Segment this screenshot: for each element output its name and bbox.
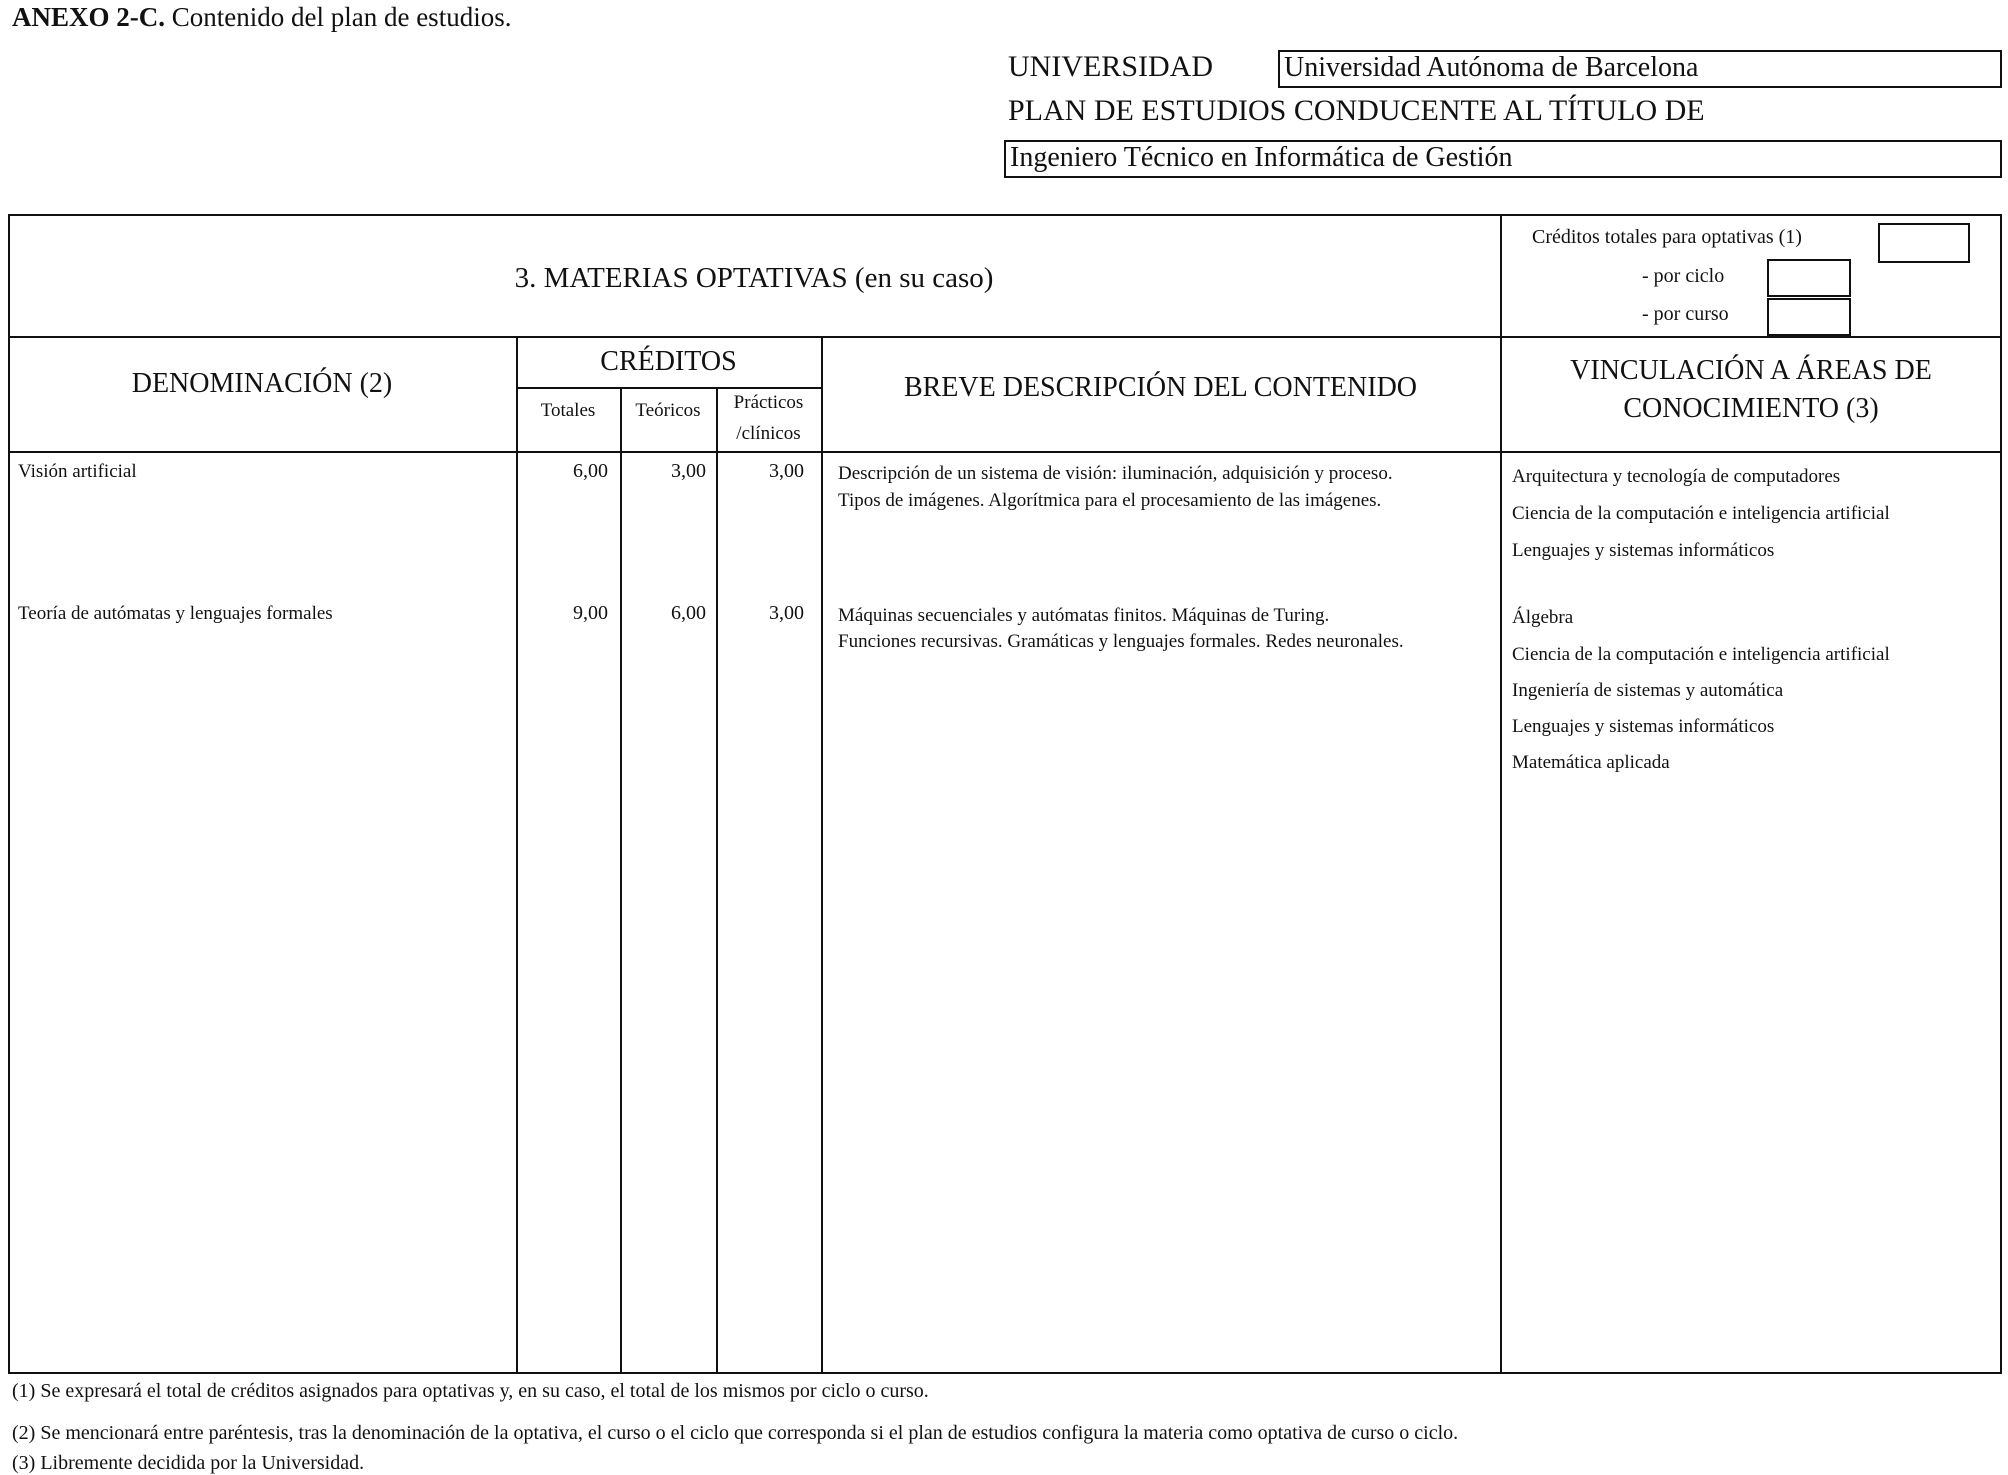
descripcion-divider bbox=[821, 336, 823, 1374]
credits-total-box bbox=[1878, 223, 1970, 263]
row-2-area-5: Matemática aplicada bbox=[1512, 752, 1670, 773]
row-2-area-2: Ciencia de la computación e inteligencia artificial bbox=[1512, 644, 1890, 665]
totales-divider bbox=[620, 387, 622, 1374]
col-totales: Totales bbox=[540, 400, 596, 421]
section-divider bbox=[8, 336, 2002, 338]
header-divider bbox=[8, 451, 2002, 453]
university-field: Universidad Autónoma de Barcelona bbox=[1278, 50, 2002, 88]
col-vinculacion-2: CONOCIMIENTO (3) bbox=[1623, 393, 1879, 424]
row-1-totales: 6,00 bbox=[573, 460, 608, 482]
annex-title-text: Contenido del plan de estudios. bbox=[171, 2, 512, 32]
per-course-label: - por curso bbox=[1642, 303, 1729, 325]
row-2-area-1: Álgebra bbox=[1512, 607, 1574, 628]
teoricos-divider bbox=[716, 387, 718, 1374]
vinculacion-divider bbox=[1500, 214, 1502, 1374]
footnote-3: (3) Libremente decidida por la Universidad. bbox=[12, 1452, 365, 1474]
row-2-practicos: 3,00 bbox=[769, 602, 804, 624]
per-course-box bbox=[1767, 298, 1851, 336]
credits-total-label: Créditos totales para optativas (1) bbox=[1532, 226, 1802, 248]
footnote-2: (2) Se mencionará entre paréntesis, tras la denominación de la optativa, el curso o el ciclo que corresponda si el plan de estudios configura la materia como optativa de curso o ciclo. bbox=[12, 1422, 1459, 1444]
row-1-area-2: Ciencia de la computación e inteligencia artificial bbox=[1512, 503, 1890, 524]
row-1-desc-2: Tipos de imágenes. Algorítmica para el procesamiento de las imágenes. bbox=[838, 490, 1382, 511]
col-vinculacion-1: VINCULACIÓN A ÁREAS DE bbox=[1570, 355, 1932, 386]
annex-title bbox=[12, 2, 511, 33]
row-1-area-1: Arquitectura y tecnología de computadores bbox=[1512, 466, 1841, 487]
university-label: UNIVERSIDAD bbox=[1008, 50, 1213, 83]
degree-field: Ingeniero Técnico en Informática de Gestión bbox=[1004, 140, 2002, 178]
annex-label: ANEXO 2-C. bbox=[12, 2, 165, 32]
col-teoricos: Teóricos bbox=[635, 400, 701, 421]
row-2-desc-1: Máquinas secuenciales y autómatas finitos. Máquinas de Turing. bbox=[838, 605, 1330, 626]
col-denominacion: DENOMINACIÓN (2) bbox=[131, 368, 393, 399]
col-practicos-1: Prácticos bbox=[733, 392, 804, 413]
footnote-1: (1) Se expresará el total de créditos asignados para optativas y, en su caso, el total de los mismos por ciclo o curso. bbox=[12, 1380, 929, 1402]
row-2-totales: 9,00 bbox=[573, 602, 608, 624]
row-2-name: Teoría de autómatas y lenguajes formales bbox=[18, 603, 333, 624]
row-2-desc-2: Funciones recursivas. Gramáticas y lenguajes formales. Redes neuronales. bbox=[838, 631, 1404, 652]
creditos-divider bbox=[516, 387, 821, 389]
row-1-practicos: 3,00 bbox=[769, 460, 804, 482]
section-title: 3. MATERIAS OPTATIVAS (en su caso) bbox=[514, 262, 994, 294]
row-1-name: Visión artificial bbox=[18, 461, 137, 482]
row-2-area-3: Ingeniería de sistemas y automática bbox=[1512, 680, 1784, 701]
row-1-teoricos: 3,00 bbox=[671, 460, 706, 482]
col-practicos-2: /clínicos bbox=[736, 423, 801, 444]
plan-label: PLAN DE ESTUDIOS CONDUCENTE AL TÍTULO DE bbox=[1008, 94, 1705, 127]
col-descripcion: BREVE DESCRIPCIÓN DEL CONTENIDO bbox=[903, 372, 1418, 403]
col-creditos: CRÉDITOS bbox=[600, 346, 737, 377]
row-2-area-4: Lenguajes y sistemas informáticos bbox=[1512, 716, 1775, 737]
per-cycle-label: - por ciclo bbox=[1642, 265, 1725, 287]
row-1-desc-1: Descripción de un sistema de visión: iluminación, adquisición y proceso. bbox=[838, 463, 1393, 484]
row-2-teoricos: 6,00 bbox=[671, 602, 706, 624]
row-1-area-3: Lenguajes y sistemas informáticos bbox=[1512, 540, 1775, 561]
per-cycle-box bbox=[1767, 259, 1851, 297]
denominacion-divider bbox=[516, 336, 518, 1374]
